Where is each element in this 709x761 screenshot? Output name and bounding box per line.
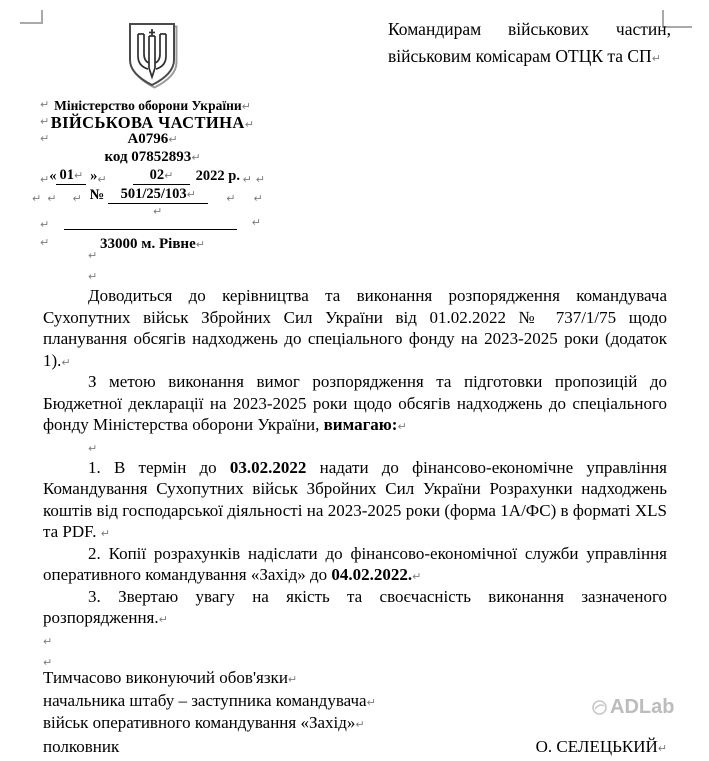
body-paragraph — [43, 285, 667, 371]
pilcrow-mark: ↵ — [168, 133, 178, 146]
pilcrow-mark: ↵ — [657, 741, 667, 755]
pilcrow-mark: ↵ — [32, 192, 42, 205]
body-text — [43, 243, 667, 671]
pilcrow-mark: ↵ — [88, 249, 98, 262]
text-segment: Доводиться до керівництва та виконання розпорядження командувача Сухопутних військ Збройних Сил України від 01.02.2022 № 737/1/75 щодо планування обсягів надходжень до спеціального фонду на 2023-2025 роки (додаток 1). — [43, 286, 667, 370]
date-year: 2022 р. — [195, 168, 240, 184]
unit-code: А0796 — [127, 131, 169, 147]
ministry-title: Міністерство оборони України — [54, 98, 242, 113]
body-paragraph — [43, 371, 667, 436]
pilcrow-mark: ↵ — [40, 236, 50, 249]
pilcrow-mark: ↵ — [651, 52, 661, 65]
letterhead-number-line — [32, 185, 265, 205]
pilcrow-mark: ↵ — [40, 132, 50, 145]
number-label: № — [89, 187, 105, 203]
pilcrow-mark: ↵ — [153, 205, 163, 218]
pilcrow-mark: ↵ — [97, 173, 107, 186]
addressee-block — [388, 16, 671, 70]
signature-line — [43, 712, 667, 735]
pilcrow-mark: ↵ — [43, 655, 53, 669]
pilcrow-mark: ↵ — [191, 151, 201, 164]
signature-line — [43, 667, 667, 690]
pilcrow-mark: ↵ — [40, 173, 50, 186]
pilcrow-mark: ↵ — [88, 270, 98, 283]
pilcrow-mark: ↵ — [40, 218, 50, 231]
blank-line — [43, 629, 667, 650]
signature-rank-name-row — [43, 736, 667, 759]
date-open-quote: « — [49, 168, 57, 184]
signature-rank: полковник — [43, 736, 120, 756]
addressee-word: частин, — [615, 19, 671, 39]
text-segment: вимагаю: — [323, 415, 398, 434]
unit-title: ВІЙСЬКОВА ЧАСТИНА — [50, 113, 245, 132]
text-segment: 1. В термін до — [88, 457, 230, 477]
letterhead-mid-mark — [40, 204, 265, 217]
addressee-word: Командирам — [388, 19, 482, 39]
blank-line — [43, 436, 667, 457]
pilcrow-mark: ↵ — [255, 173, 265, 186]
addressee-line1 — [388, 16, 671, 43]
pilcrow-mark: ↵ — [195, 238, 205, 251]
text-segment: 3. Звертаю увагу на якість та своєчасність виконання зазначеного розпорядження. — [43, 586, 667, 627]
pilcrow-mark: ↵ — [40, 115, 50, 128]
text-segment: 04.02.2022. — [331, 565, 413, 584]
tryzub-emblem-icon — [125, 21, 179, 91]
pilcrow-mark: ↵ — [226, 192, 236, 205]
pilcrow-mark: ↵ — [241, 100, 251, 113]
edrpou-code: код 07852893 — [104, 149, 192, 165]
pilcrow-mark: ↵ — [88, 441, 98, 455]
addressee-line2 — [388, 43, 671, 70]
watermark-logo-icon — [591, 699, 608, 716]
date-close-quote: » — [90, 168, 98, 184]
signature-text: начальника штабу – заступника командувача — [43, 690, 367, 710]
signature-text: Тимчасово виконуючий обов'язки — [43, 668, 288, 687]
pilcrow-mark: ↵ — [158, 613, 168, 626]
body-paragraph — [43, 457, 667, 543]
text-segment: З метою виконання вимог розпорядження та підготовки пропозицій до Бюджетної декларації на 2023-2025 роки щодо обсягів надходжень до спеціального фонду Міністерства оборони України, — [43, 372, 667, 434]
pilcrow-mark: ↵ — [43, 634, 53, 648]
watermark-text: ADLab — [610, 696, 675, 718]
letterhead — [32, 97, 265, 253]
pilcrow-mark: ↵ — [397, 420, 407, 433]
pilcrow-mark: ↵ — [73, 169, 84, 182]
signature-block — [43, 667, 667, 758]
letterhead-ministry — [40, 97, 265, 114]
blank-line — [43, 243, 667, 264]
pilcrow-mark: ↵ — [164, 169, 174, 182]
body-paragraph — [43, 543, 667, 586]
pilcrow-mark: ↵ — [244, 118, 255, 131]
letterhead-blank-rule — [40, 217, 265, 232]
pilcrow-mark: ↵ — [72, 192, 82, 205]
addressee-text: військовим комісарам ОТЦК та СП — [388, 46, 652, 66]
letterhead-edrpou — [40, 148, 265, 166]
pilcrow-mark: ↵ — [242, 173, 252, 186]
signature-text: військ оперативного командування «Захід» — [43, 713, 356, 732]
text-segment: надати до фінансово-економічне управління Командування Сухопутних військ Збройних Сил України Розрахунки надходжень коштів від господарської діяльності на 2023-2025 роки (форма 1А/ФС) в форматі XLS та PDF. — [43, 457, 667, 541]
letterhead-date-line — [40, 166, 265, 185]
date-day-field — [56, 166, 86, 185]
crop-mark-top-left — [20, 10, 43, 24]
date-day: 01 — [59, 167, 74, 183]
pilcrow-mark: ↵ — [253, 192, 263, 205]
city-postal: 33000 м. Рівне — [100, 236, 196, 252]
pilcrow-mark: ↵ — [251, 216, 261, 229]
pilcrow-mark: ↵ — [287, 673, 298, 686]
signature-name: О. СЕЛЕЦЬКИЙ — [535, 736, 658, 756]
text-segment: 03.02.2022 — [229, 457, 307, 477]
horizontal-rule — [64, 229, 237, 230]
text-segment: 2. Копії розрахунків надіслати до фінансово-економічної служби управління оперативного командування «Захід» до — [43, 543, 667, 584]
number-field — [108, 185, 208, 204]
signature-name-wrap — [536, 736, 667, 759]
number-value: 501/25/103 — [120, 186, 187, 202]
pilcrow-mark: ↵ — [355, 718, 365, 731]
pilcrow-mark: ↵ — [47, 192, 57, 205]
letterhead-unit-title — [40, 114, 265, 131]
pilcrow-mark: ↵ — [100, 527, 110, 540]
letterhead-unit-code — [40, 131, 265, 148]
watermark — [591, 696, 674, 719]
addressee-word: військових — [508, 19, 590, 39]
pilcrow-mark: ↵ — [61, 355, 71, 369]
pilcrow-mark: ↵ — [366, 695, 376, 709]
date-month-field — [133, 166, 191, 185]
body-paragraph — [43, 586, 667, 629]
date-month: 02 — [149, 167, 165, 183]
signature-line — [43, 690, 667, 713]
pilcrow-mark: ↵ — [412, 570, 422, 583]
pilcrow-mark: ↵ — [40, 98, 50, 111]
pilcrow-mark: ↵ — [186, 188, 196, 201]
blank-line — [43, 264, 667, 285]
